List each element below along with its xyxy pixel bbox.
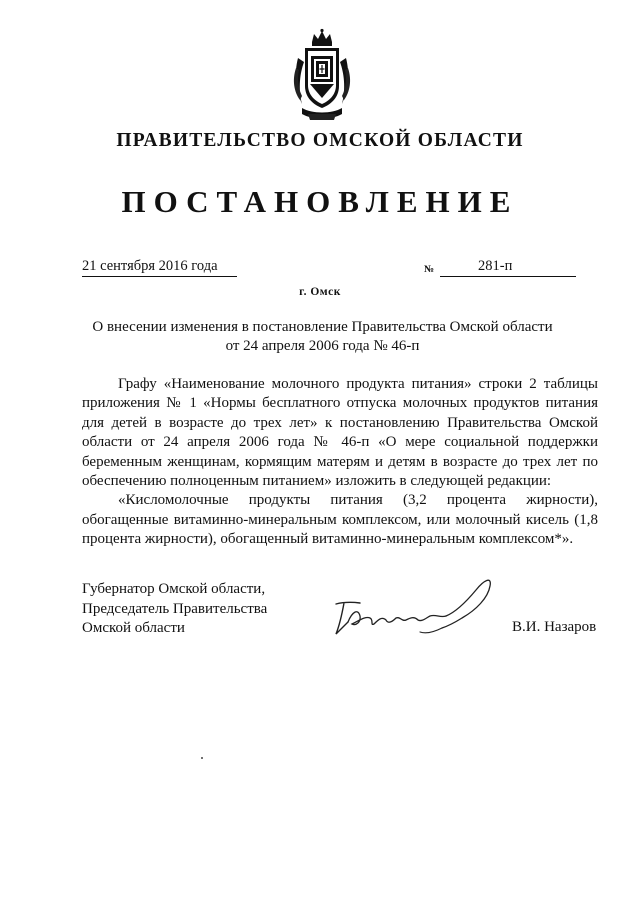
document-subject: О внесении изменения в постановление Правительства Омской области от 24 апреля 2006 года № 46-п <box>92 319 553 354</box>
body-paragraph-1: Графу «Наименование молочного продукта питания» строки 2 таблицы приложения № 1 «Нормы бесплатного отпуска молочных продуктов питания для детей в возрасте до трех лет» к постановлению Правительства Омской области от 24 апреля 2006 года № 46-п «О мере социальной поддержки беременным женщинам, кормящим матерям и детям в возрасте до трех лет по обеспечению полноценным питанием» изложить в следующей редакции: <box>82 376 598 490</box>
document-city: г. Омск <box>299 286 341 298</box>
organization-title: ПРАВИТЕЛЬСТВО ОМСКОЙ ОБЛАСТИ <box>116 130 524 151</box>
signer-position-line-2: Председатель Правительства <box>82 600 268 617</box>
signer-position-line-1: Губернатор Омской области, <box>82 581 266 597</box>
body-paragraph-2: «Кисломолочные продукты питания (3,2 процента жирности), обогащенные витаминно-минеральным комплексом, или молочный кисель (1,8 процента жирности), обогащенный витаминно-минеральным комплексом*». <box>82 492 598 548</box>
document-number-label: № <box>424 264 435 275</box>
document-body <box>82 375 598 550</box>
handwritten-signature <box>330 572 505 642</box>
scan-artifact-dot <box>201 757 203 759</box>
document-number: 281-п <box>440 258 576 277</box>
signer-name: В.И. Назаров <box>512 619 597 635</box>
document-type-title: ПОСТАНОВЛЕНИЕ <box>121 184 519 219</box>
signer-position <box>82 580 267 639</box>
document-date: 21 сентября 2016 года <box>82 258 237 277</box>
coat-of-arms-emblem <box>292 28 352 122</box>
signer-position-line-3: Омской области <box>82 620 185 636</box>
